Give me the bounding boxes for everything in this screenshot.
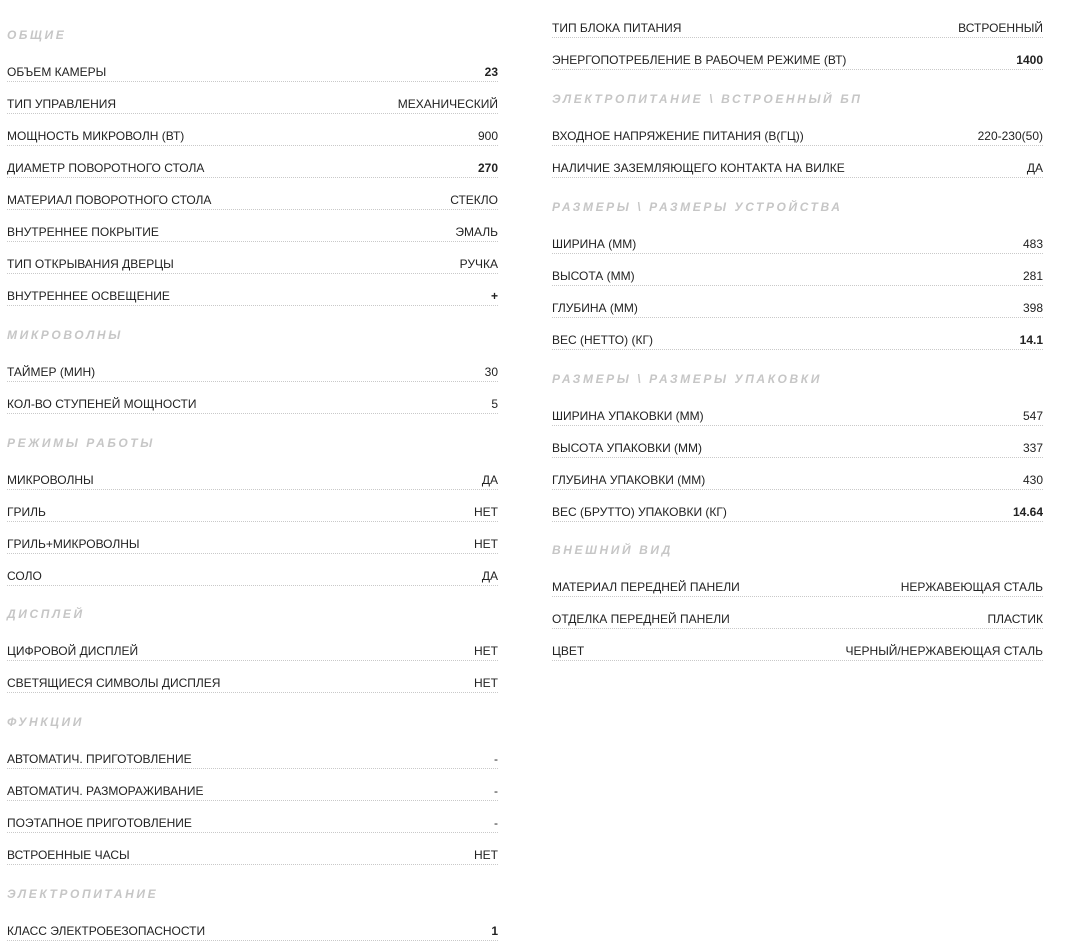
spec-row: [552, 441, 1043, 458]
section-heading-builtin-psu: ЭЛЕКТРОПИТАНИЕ \ ВСТРОЕННЫЙ БП: [552, 92, 863, 106]
spec-value: НЕТ: [474, 676, 498, 690]
spec-row: [7, 752, 498, 769]
spec-value: ДА: [481, 473, 498, 487]
spec-value: ПЛАСТИК: [987, 612, 1043, 626]
spec-row: [7, 676, 498, 693]
spec-row: [552, 269, 1043, 286]
spec-label: ВНУТРЕННЕЕ ПОКРЫТИЕ: [7, 225, 159, 239]
spec-row: [552, 612, 1043, 629]
spec-label: ОБЪЕМ КАМЕРЫ: [7, 65, 107, 79]
spec-row: [7, 257, 498, 274]
spec-row: [552, 129, 1043, 146]
spec-label: ТАЙМЕР (МИН): [7, 365, 96, 379]
spec-label: ПОЭТАПНОЕ ПРИГОТОВЛЕНИЕ: [7, 816, 192, 830]
spec-label: КОЛ-ВО СТУПЕНЕЙ МОЩНОСТИ: [7, 397, 197, 411]
spec-label: СВЕТЯЩИЕСЯ СИМВОЛЫ ДИСПЛЕЯ: [7, 676, 221, 690]
section-heading-functions: ФУНКЦИИ: [7, 715, 84, 729]
spec-value: 900: [477, 129, 498, 143]
spec-label: ДИАМЕТР ПОВОРОТНОГО СТОЛА: [7, 161, 205, 175]
spec-row: [7, 784, 498, 801]
spec-row: [7, 225, 498, 242]
spec-value: 430: [1022, 473, 1043, 487]
spec-label: ВЫСОТА УПАКОВКИ (ММ): [552, 441, 703, 455]
spec-row: [552, 237, 1043, 254]
spec-value: 14.1: [1019, 333, 1043, 347]
spec-label: ТИП УПРАВЛЕНИЯ: [7, 97, 117, 111]
spec-label: МАТЕРИАЛ ПЕРЕДНЕЙ ПАНЕЛИ: [552, 580, 740, 594]
spec-label: ГЛУБИНА УПАКОВКИ (ММ): [552, 473, 706, 487]
spec-row: [7, 848, 498, 865]
spec-value: 1400: [1016, 53, 1043, 67]
spec-label: ВЫСОТА (ММ): [552, 269, 635, 283]
spec-row: [7, 365, 498, 382]
spec-value: 398: [1022, 301, 1043, 315]
spec-value: НЕРЖАВЕЮЩАЯ СТАЛЬ: [900, 580, 1043, 594]
spec-label: НАЛИЧИЕ ЗАЗЕМЛЯЮЩЕГО КОНТАКТА НА ВИЛКЕ: [552, 161, 845, 175]
spec-label: КЛАСС ЭЛЕКТРОБЕЗОПАСНОСТИ: [7, 924, 206, 938]
spec-value: РУЧКА: [459, 257, 498, 271]
spec-value: ЧЕРНЫЙ/НЕРЖАВЕЮЩАЯ СТАЛЬ: [845, 644, 1043, 658]
spec-label: ВНУТРЕННЕЕ ОСВЕЩЕНИЕ: [7, 289, 170, 303]
section-heading-operating-modes: РЕЖИМЫ РАБОТЫ: [7, 436, 155, 450]
section-heading-general: ОБЩИЕ: [7, 28, 67, 42]
spec-row: [7, 65, 498, 82]
spec-value: 23: [484, 65, 498, 79]
spec-value: МЕХАНИЧЕСКИЙ: [397, 97, 498, 111]
spec-row: [7, 505, 498, 522]
spec-label: ВСТРОЕННЫЕ ЧАСЫ: [7, 848, 130, 862]
spec-value: ЭМАЛЬ: [455, 225, 498, 239]
spec-label: ГРИЛЬ+МИКРОВОЛНЫ: [7, 537, 140, 551]
spec-label: ГРИЛЬ: [7, 505, 46, 519]
section-heading-package-dimensions: РАЗМЕРЫ \ РАЗМЕРЫ УПАКОВКИ: [552, 372, 822, 386]
spec-label: ШИРИНА УПАКОВКИ (ММ): [552, 409, 704, 423]
spec-label: ГЛУБИНА (ММ): [552, 301, 638, 315]
spec-label: ТИП ОТКРЫВАНИЯ ДВЕРЦЫ: [7, 257, 174, 271]
spec-label: ВЕС (БРУТТО) УПАКОВКИ (КГ): [552, 505, 727, 519]
spec-row: [7, 97, 498, 114]
spec-value: НЕТ: [474, 848, 498, 862]
spec-row: [7, 537, 498, 554]
spec-value: 547: [1022, 409, 1043, 423]
spec-value: 30: [484, 365, 498, 379]
spec-value: НЕТ: [474, 537, 498, 551]
spec-label: СОЛО: [7, 569, 42, 583]
spec-row: [7, 129, 498, 146]
spec-row: [552, 644, 1043, 661]
spec-label: ОТДЕЛКА ПЕРЕДНЕЙ ПАНЕЛИ: [552, 612, 730, 626]
spec-label: АВТОМАТИЧ. РАЗМОРАЖИВАНИЕ: [7, 784, 204, 798]
spec-label: МОЩНОСТЬ МИКРОВОЛН (ВТ): [7, 129, 185, 143]
spec-label: ШИРИНА (ММ): [552, 237, 637, 251]
spec-label: МАТЕРИАЛ ПОВОРОТНОГО СТОЛА: [7, 193, 212, 207]
spec-value: 483: [1022, 237, 1043, 251]
spec-value: ВСТРОЕННЫЙ: [958, 21, 1043, 35]
spec-row: [552, 580, 1043, 597]
spec-value: ДА: [1026, 161, 1043, 175]
spec-label: МИКРОВОЛНЫ: [7, 473, 94, 487]
spec-row: [552, 301, 1043, 318]
spec-row: [7, 924, 498, 941]
spec-row: [552, 161, 1043, 178]
spec-value: ДА: [481, 569, 498, 583]
section-heading-device-dimensions: РАЗМЕРЫ \ РАЗМЕРЫ УСТРОЙСТВА: [552, 200, 843, 214]
spec-value: 281: [1022, 269, 1043, 283]
spec-row: [552, 53, 1043, 70]
spec-row: [7, 161, 498, 178]
spec-value: 1: [491, 924, 498, 938]
spec-label: ВХОДНОЕ НАПРЯЖЕНИЕ ПИТАНИЯ (В(ГЦ)): [552, 129, 804, 143]
spec-value: НЕТ: [474, 644, 498, 658]
spec-value: 220-230(50): [977, 129, 1043, 143]
spec-value: 337: [1022, 441, 1043, 455]
spec-value: НЕТ: [474, 505, 498, 519]
spec-row: [552, 505, 1043, 522]
spec-label: ЦВЕТ: [552, 644, 585, 658]
spec-label: ЭНЕРГОПОТРЕБЛЕНИЕ В РАБОЧЕМ РЕЖИМЕ (ВТ): [552, 53, 847, 67]
spec-value: -: [494, 816, 498, 830]
spec-row: [7, 289, 498, 306]
spec-label: ЦИФРОВОЙ ДИСПЛЕЙ: [7, 644, 139, 658]
section-heading-appearance: ВНЕШНИЙ ВИД: [552, 543, 673, 557]
spec-row: [552, 333, 1043, 350]
spec-row: [7, 397, 498, 414]
spec-value: СТЕКЛО: [450, 193, 498, 207]
spec-row: [7, 193, 498, 210]
spec-value: +: [490, 289, 498, 303]
spec-value: 270: [477, 161, 498, 175]
spec-label: ВЕС (НЕТТО) (КГ): [552, 333, 653, 347]
spec-row: [552, 21, 1043, 38]
spec-label: ТИП БЛОКА ПИТАНИЯ: [552, 21, 682, 35]
spec-value: 14.64: [1012, 505, 1043, 519]
spec-value: 5: [491, 397, 498, 411]
section-heading-power: ЭЛЕКТРОПИТАНИЕ: [7, 887, 159, 901]
spec-row: [7, 644, 498, 661]
spec-label: АВТОМАТИЧ. ПРИГОТОВЛЕНИЕ: [7, 752, 192, 766]
spec-row: [552, 473, 1043, 490]
spec-row: [7, 473, 498, 490]
spec-row: [552, 409, 1043, 426]
spec-row: [7, 569, 498, 586]
spec-row: [7, 816, 498, 833]
spec-value: -: [494, 784, 498, 798]
section-heading-display: ДИСПЛЕЙ: [7, 607, 85, 621]
spec-value: -: [494, 752, 498, 766]
section-heading-microwaves: МИКРОВОЛНЫ: [7, 328, 123, 342]
